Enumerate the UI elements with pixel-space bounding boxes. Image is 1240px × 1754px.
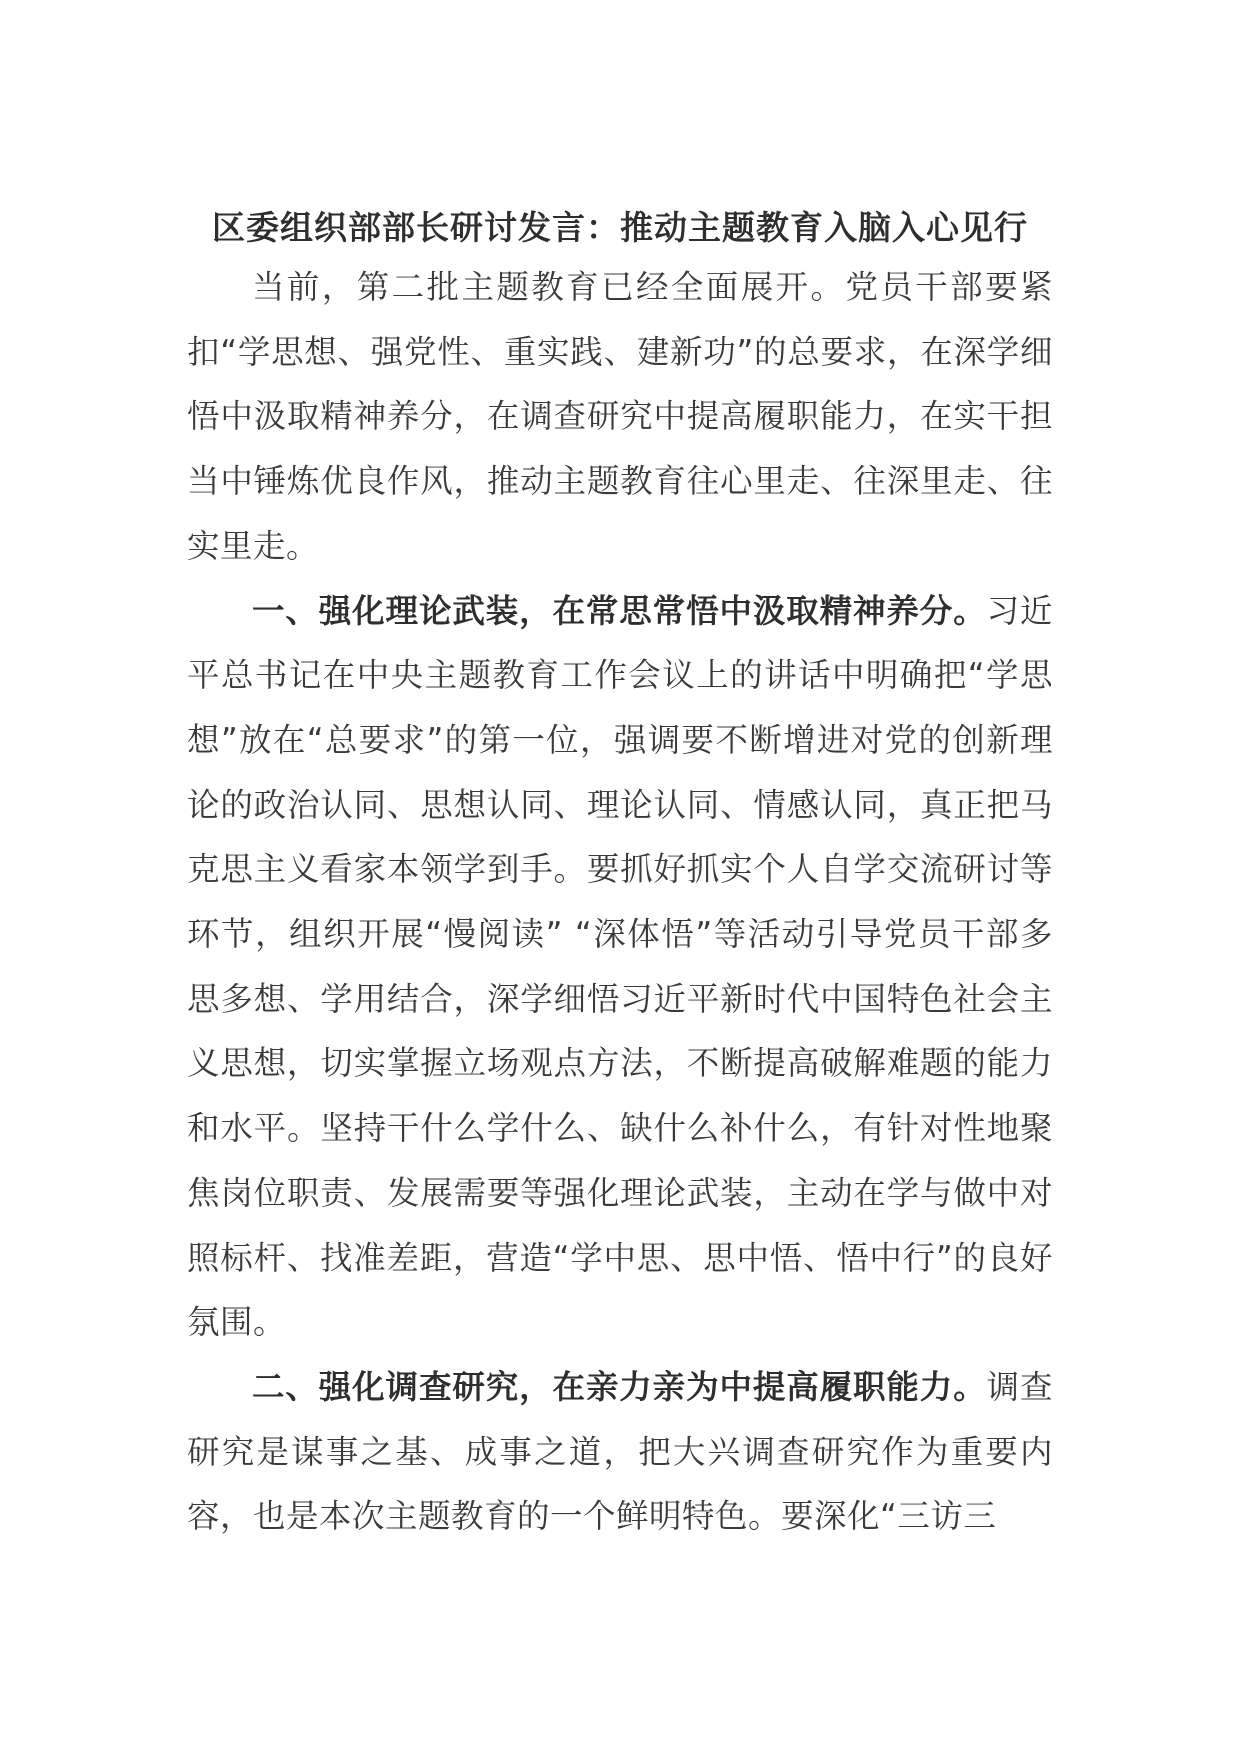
document-body (187, 255, 1053, 1549)
section-1-text: 习近平总书记在中央主题教育工作会议上的讲话中明确把“学思想”放在“总要求”的第一位，强调要不断增进对党的创新理论的政治认同、思想认同、理论认同、情感认同，真正把马克思主义看家本领学到手。要抓好抓实个人自学交流研讨等环节，组织开展“慢阅读” “深体悟”等活动引导党员干部多思多想、学用结合，深学细悟习近平新时代中国特色社会主义思想，切实掌握立场观点方法，不断提高破解难题的能力和水平。坚持干什么学什么、缺什么补什么，有针对性地聚焦岗位职责、发展需要等强化理论武装，主动在学与做中对照标杆、找准差距，营造“学中思、思中悟、悟中行”的良好氛围。 (187, 591, 1053, 1342)
paragraph-intro-text: 当前，第二批主题教育已经全面展开。党员干部要紧扣“学思想、强党性、重实践、建新功”的总要求，在深学细悟中汲取精神养分，在调查研究中提高履职能力，在实干担当中锤炼优良作风，推动主题教育往心里走、往深里走、往实里走。 (187, 268, 1053, 565)
paragraph-intro (187, 255, 1053, 579)
paragraph-section-1 (187, 579, 1053, 1355)
document-title: 区委组织部部长研讨发言：推动主题教育入脑入心见行 (212, 208, 1028, 247)
section-1-heading: 一、强化理论武装，在常思常悟中汲取精神养分。 (252, 591, 987, 630)
section-2-text: 调查研究是谋事之基、成事之道，把大兴调查研究作为重要内容，也是本次主题教育的一个鲜明特色。要深化“三访三 (187, 1367, 1053, 1536)
paragraph-section-2 (187, 1355, 1053, 1549)
section-2-heading: 二、强化调查研究，在亲力亲为中提高履职能力。 (252, 1367, 987, 1406)
